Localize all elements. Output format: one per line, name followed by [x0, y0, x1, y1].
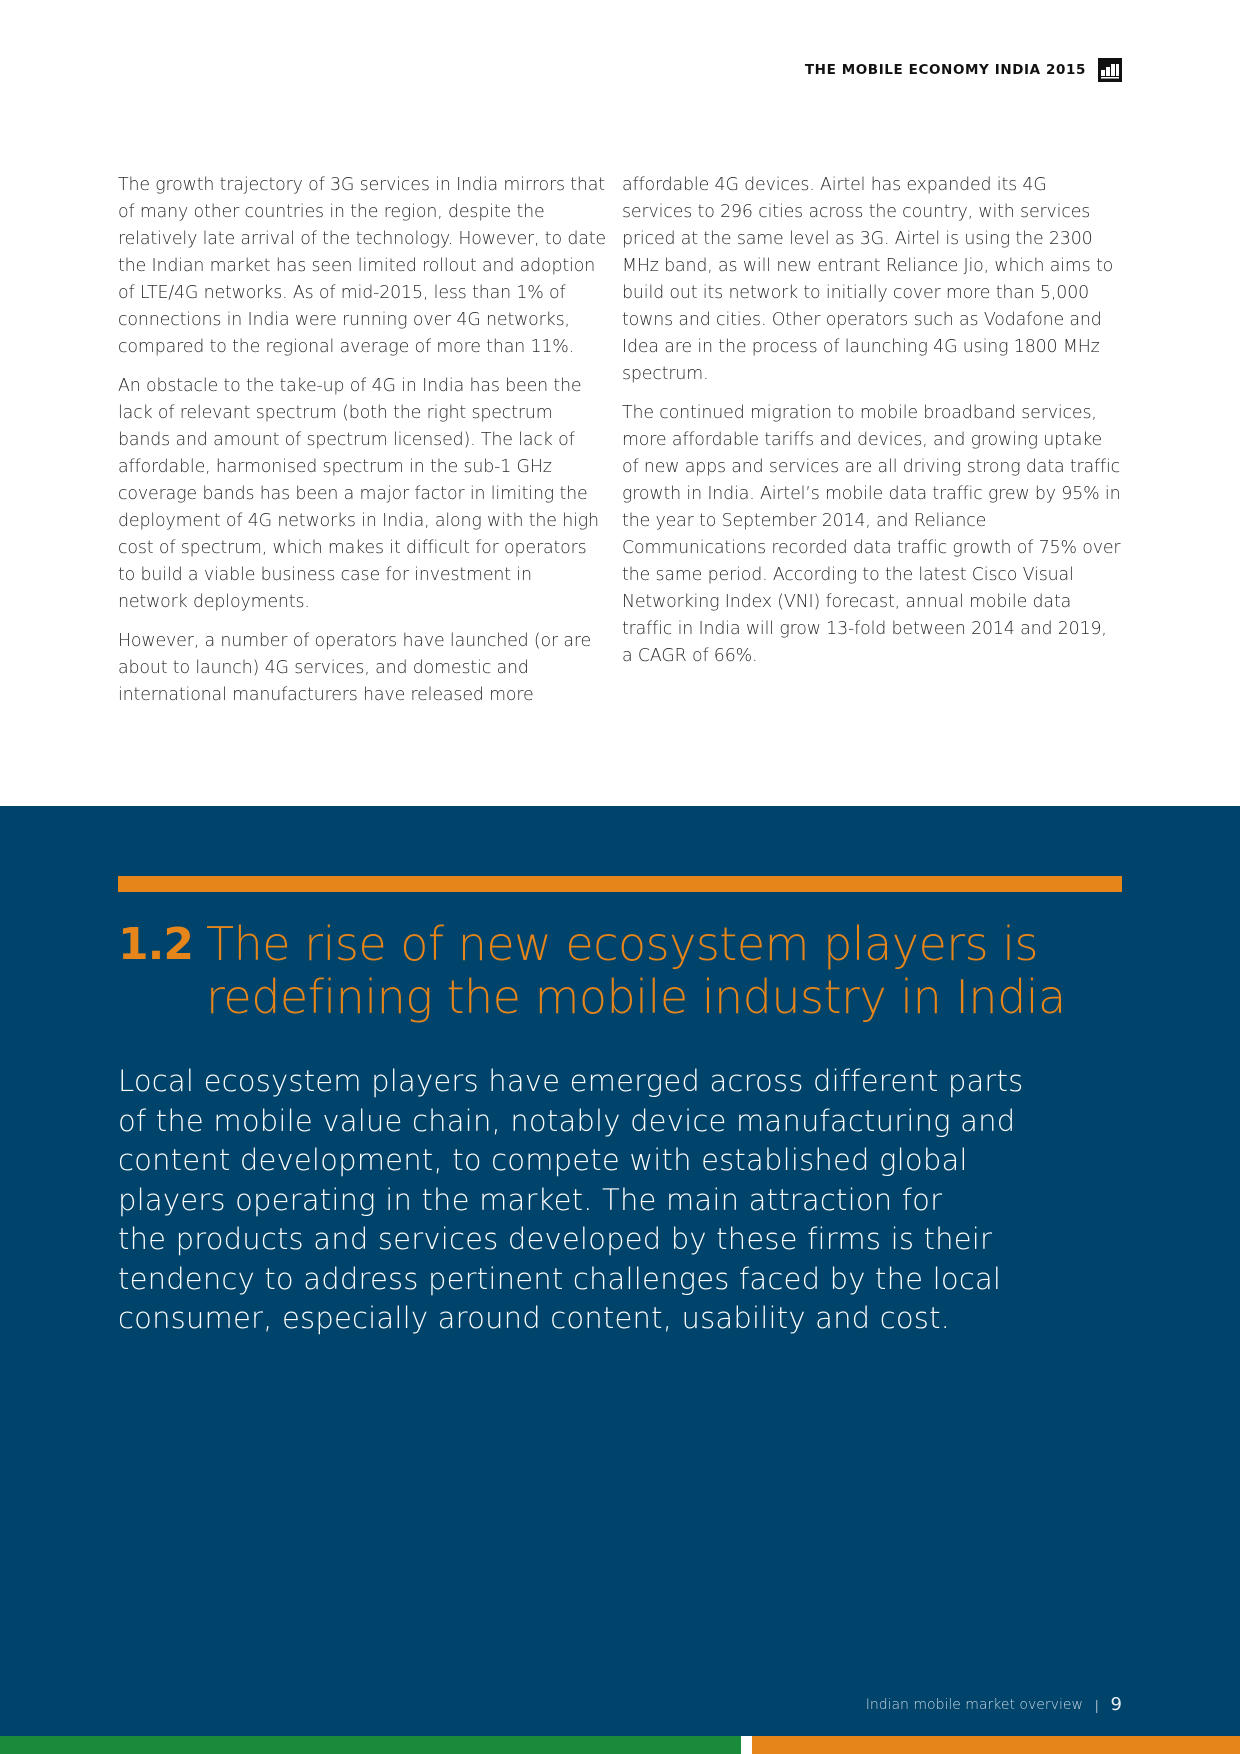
paragraph: However, a number of operators have launched (or are about to launch) 4G services, and domestic and international manufacturers have released more — [118, 631, 592, 705]
paragraph: affordable 4G devices. Airtel has expanded its 4G services to 296 cities across the country, with services priced at the same level as 3G. Airtel is using the 2300 MHz band, as will new entrant Reliance Jio, which aims to build out its network to initially cover more than 5,000 towns and cities. Other operators such as Vodafone and Idea are in the process of launching 4G using 1800 MHz spectrum. — [622, 175, 1114, 384]
page-header — [805, 58, 1122, 82]
intro-line: Local ecosystem players have emerged across different parts — [118, 1064, 1024, 1098]
page-number: 9 — [1110, 1694, 1122, 1715]
section-heading — [118, 918, 1122, 1024]
section-title-line: redefining the mobile industry in India — [206, 970, 1066, 1024]
section-title — [206, 918, 1066, 1024]
section-intro — [118, 1062, 1078, 1339]
footer-green-band — [0, 1736, 741, 1754]
footer-section-label: Indian mobile market overview — [865, 1696, 1083, 1713]
page-footer — [866, 1694, 1122, 1715]
body-columns — [118, 172, 1122, 721]
footer-separator: | — [1094, 1696, 1099, 1713]
intro-line: the products and services developed by these firms is their — [118, 1222, 993, 1256]
right-column — [622, 172, 1122, 721]
section-divider-bar — [118, 876, 1122, 892]
intro-line: players operating in the market. The main attraction for — [118, 1182, 943, 1217]
section-title-line: The rise of new ecosystem players is — [206, 917, 1039, 971]
paragraph: An obstacle to the take-up of 4G in India has been the lack of relevant spectrum (both the right spectrum bands and amount of spectrum licensed). The lack of affordable, harmonised spectrum in the sub-1 GHz coverage bands has been a major factor in limiting the deployment of 4G networks in India, along with the high cost of spectrum, which makes it difficult for operators to build a viable business case for investment in network deployments. — [118, 376, 599, 612]
intro-line: of the mobile value chain, notably device manufacturing and — [118, 1103, 1016, 1138]
section-number: 1.2 — [118, 919, 193, 970]
section-panel — [0, 806, 1240, 1736]
report-title: THE MOBILE ECONOMY INDIA 2015 — [804, 62, 1086, 78]
intro-line: content development, to compete with established global — [118, 1143, 968, 1177]
footer-orange-band — [752, 1736, 1240, 1754]
left-column — [118, 172, 606, 721]
intro-line: tendency to address pertinent challenges faced by the local — [118, 1261, 1002, 1296]
gsma-logo-icon — [1098, 58, 1122, 82]
paragraph: The growth trajectory of 3G services in India mirrors that of many other countries in the region, despite the relatively late arrival of the technology. However, to date the Indian market has seen limited rollout and adoption of LTE/4G networks. As of mid-2015, less than 1% of connections in India were running over 4G networks, compared to the regional average of more than 11%. — [118, 175, 606, 357]
intro-line: consumer, especially around content, usability and cost. — [118, 1301, 951, 1335]
paragraph: The continued migration to mobile broadband services, more affordable tariffs and devices, and growing uptake of new apps and services are all driving strong data traffic growth in India. Airtel’s mobile data traffic grew by 95% in the year to September 2014, and Reliance Communications recorded data traffic growth of 75% over the same period. According to the latest Cisco Visual Networking Index (VNI) forecast, annual mobile data traffic in India will grow 13-fold between 2014 and 2019, a CAGR of 66%. — [622, 403, 1121, 666]
